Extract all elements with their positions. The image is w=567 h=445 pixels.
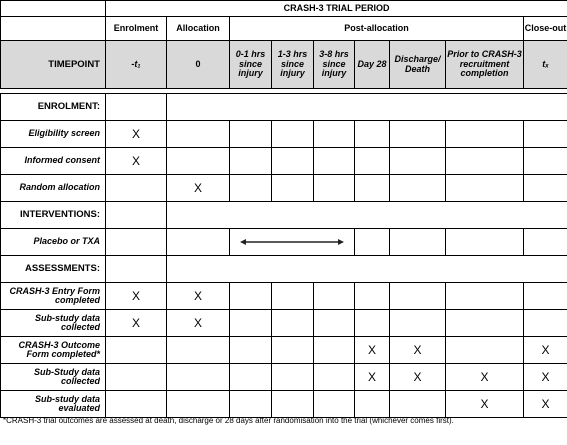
cell xyxy=(230,337,272,364)
phase-close-out: Close-out xyxy=(524,17,567,41)
mark-x: X xyxy=(446,364,524,391)
mark-x: X xyxy=(106,310,167,337)
cell xyxy=(446,148,524,175)
cell xyxy=(167,364,230,391)
cell xyxy=(524,310,567,337)
cell xyxy=(314,121,355,148)
cell xyxy=(314,283,355,310)
cell xyxy=(446,229,524,256)
row-random-allocation: Random allocation xyxy=(1,175,106,202)
section-assessments: ASSESSMENTS: xyxy=(1,256,106,283)
cell xyxy=(272,337,314,364)
cell xyxy=(272,364,314,391)
mark-x: X xyxy=(167,175,230,202)
cell xyxy=(314,310,355,337)
cell xyxy=(272,283,314,310)
cell xyxy=(314,364,355,391)
cell xyxy=(524,148,567,175)
cell xyxy=(446,175,524,202)
mark-x: X xyxy=(106,121,167,148)
intervention-span xyxy=(230,229,355,256)
cell xyxy=(167,256,567,283)
cell xyxy=(230,391,272,418)
phase-post-allocation: Post-allocation xyxy=(230,17,524,41)
cell xyxy=(272,121,314,148)
mark-x: X xyxy=(524,391,567,418)
corner-cell xyxy=(1,1,106,17)
cell xyxy=(446,283,524,310)
mark-x: X xyxy=(106,283,167,310)
cell xyxy=(167,121,230,148)
cell xyxy=(167,337,230,364)
mark-x: X xyxy=(355,337,390,364)
cell xyxy=(106,202,167,229)
timepoint-0-1-hrs: 0-1 hrs since injury xyxy=(230,41,272,89)
cell xyxy=(355,148,390,175)
row-substudy-evaluated: Sub-study data evaluated xyxy=(1,391,106,418)
cell xyxy=(106,391,167,418)
row-outcome-form: CRASH-3 Outcome Form completed* xyxy=(1,337,106,364)
trial-period-header: CRASH-3 TRIAL PERIOD xyxy=(106,1,567,17)
cell xyxy=(355,229,390,256)
cell xyxy=(355,121,390,148)
cell xyxy=(230,148,272,175)
cell xyxy=(524,175,567,202)
cell xyxy=(106,337,167,364)
cell xyxy=(446,337,524,364)
cell xyxy=(230,364,272,391)
section-enrolment: ENROLMENT: xyxy=(1,94,106,121)
cell xyxy=(390,310,446,337)
cell xyxy=(230,121,272,148)
phase-corner xyxy=(1,17,106,41)
cell xyxy=(390,229,446,256)
cell xyxy=(272,148,314,175)
row-substudy-collected-2: Sub-Study data collected xyxy=(1,364,106,391)
timepoint-prior-to-completion: Prior to CRASH-3 recruitment completion xyxy=(446,41,524,89)
cell xyxy=(272,310,314,337)
cell xyxy=(390,391,446,418)
cell xyxy=(355,391,390,418)
cell xyxy=(167,391,230,418)
cell xyxy=(390,148,446,175)
cell xyxy=(390,283,446,310)
mark-x: X xyxy=(390,364,446,391)
cell xyxy=(106,364,167,391)
cell xyxy=(355,310,390,337)
cell xyxy=(446,121,524,148)
cell xyxy=(314,175,355,202)
timepoint-t0: 0 xyxy=(167,41,230,89)
cell xyxy=(355,175,390,202)
cell xyxy=(524,121,567,148)
cell xyxy=(314,337,355,364)
timepoint-day-28: Day 28 xyxy=(355,41,390,89)
timepoint-t1: -t₁ xyxy=(106,41,167,89)
cell xyxy=(524,283,567,310)
section-interventions: INTERVENTIONS: xyxy=(1,202,106,229)
timepoint-3-8-hrs: 3-8 hrs since injury xyxy=(314,41,355,89)
cell xyxy=(272,391,314,418)
timepoint-discharge-death: Discharge/ Death xyxy=(390,41,446,89)
cell xyxy=(230,310,272,337)
cell xyxy=(167,229,230,256)
cell xyxy=(390,175,446,202)
cell xyxy=(524,229,567,256)
mark-x: X xyxy=(167,283,230,310)
cell xyxy=(106,256,167,283)
double-arrow-icon xyxy=(230,229,355,255)
cell xyxy=(314,391,355,418)
mark-x: X xyxy=(524,337,567,364)
timepoint-label: TIMEPOINT xyxy=(1,41,106,89)
row-entry-form: CRASH-3 Entry Form completed xyxy=(1,283,106,310)
cell xyxy=(230,283,272,310)
footnote: *CRASH-3 trial outcomes are assessed at death, discharge or 28 days after randomisation into the trial (whichever comes first). xyxy=(3,416,454,425)
mark-x: X xyxy=(446,391,524,418)
row-substudy-collected: Sub-study data collected xyxy=(1,310,106,337)
mark-x: X xyxy=(167,310,230,337)
mark-x: X xyxy=(390,337,446,364)
cell xyxy=(314,148,355,175)
mark-x: X xyxy=(106,148,167,175)
mark-x: X xyxy=(524,364,567,391)
cell xyxy=(230,175,272,202)
cell xyxy=(106,229,167,256)
cell xyxy=(167,94,567,121)
row-informed-consent: Informed consent xyxy=(1,148,106,175)
timepoint-tx: tₓ xyxy=(524,41,567,89)
cell xyxy=(446,310,524,337)
row-eligibility-screen: Eligibility screen xyxy=(1,121,106,148)
cell xyxy=(390,121,446,148)
row-placebo-or-txa: Placebo or TXA xyxy=(1,229,106,256)
timepoint-1-3-hrs: 1-3 hrs since injury xyxy=(272,41,314,89)
cell xyxy=(167,202,567,229)
mark-x: X xyxy=(355,364,390,391)
phase-enrolment: Enrolment xyxy=(106,17,167,41)
cell xyxy=(272,175,314,202)
cell xyxy=(106,94,167,121)
cell xyxy=(106,175,167,202)
cell xyxy=(355,283,390,310)
phase-allocation: Allocation xyxy=(167,17,230,41)
cell xyxy=(167,148,230,175)
